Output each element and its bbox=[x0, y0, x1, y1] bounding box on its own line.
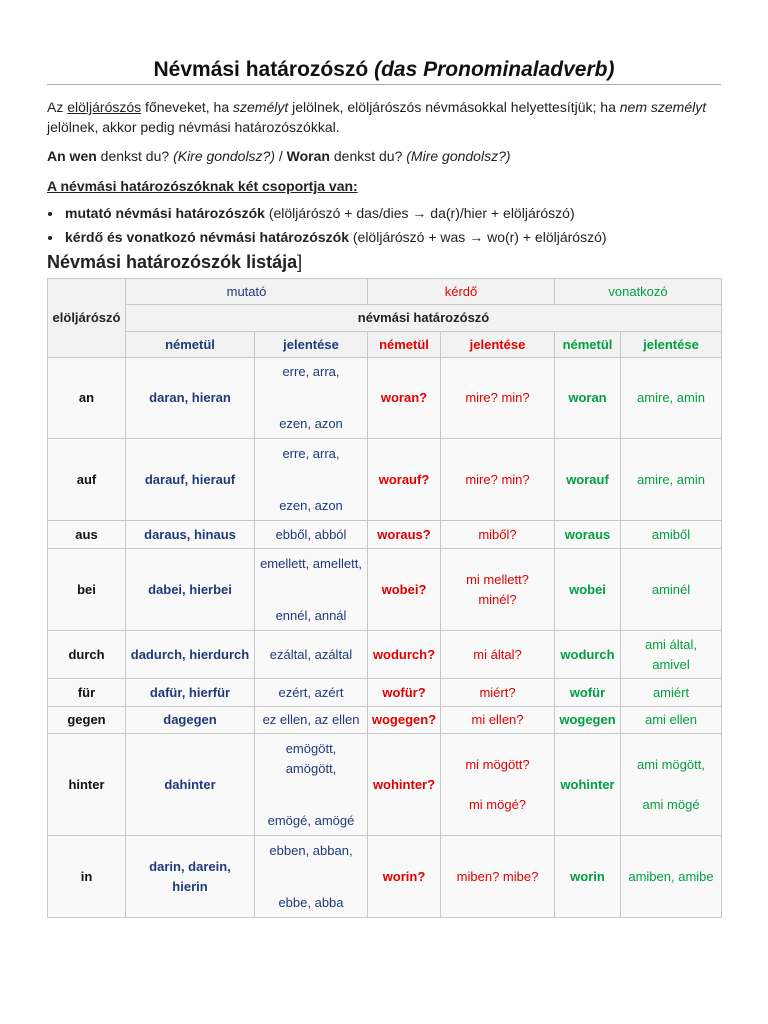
cell-prep: in bbox=[48, 836, 126, 918]
cell-vonatkozo-meaning: ami mögött, ami mögé bbox=[621, 734, 722, 836]
cell-kerdo: wobei? bbox=[368, 549, 441, 631]
cell-mutato: dafür, hierfür bbox=[126, 679, 255, 707]
cell-kerdo: woraus? bbox=[368, 521, 441, 549]
cell-mutato: darauf, hierauf bbox=[126, 439, 255, 521]
groups-heading: A névmási határozószóknak két csoportja van: bbox=[47, 178, 358, 194]
cell-kerdo-meaning: mire? min? bbox=[441, 358, 555, 439]
header-subheader: névmási határozószó bbox=[126, 305, 722, 332]
cell-mutato-meaning: erre, arra, ezen, azon bbox=[255, 358, 368, 439]
table-row bbox=[48, 836, 722, 918]
cell-vonatkozo: wodurch bbox=[555, 631, 621, 679]
cell-mutato-meaning: erre, arra, ezen, azon bbox=[255, 439, 368, 521]
header-jelentese: jelentése bbox=[255, 332, 368, 358]
cell-vonatkozo-meaning: ami által, amivel bbox=[621, 631, 722, 679]
cell-prep: hinter bbox=[48, 734, 126, 836]
cell-mutato: dadurch, hierdurch bbox=[126, 631, 255, 679]
cell-mutato-meaning: ezért, azért bbox=[255, 679, 368, 707]
cell-mutato: dabei, hierbei bbox=[126, 549, 255, 631]
cell-vonatkozo: worauf bbox=[555, 439, 621, 521]
header-nemetul: németül bbox=[555, 332, 621, 358]
cell-kerdo-meaning: mi mellett? minél? bbox=[441, 549, 555, 631]
cell-kerdo-meaning: miből? bbox=[441, 521, 555, 549]
cell-vonatkozo: wobei bbox=[555, 549, 621, 631]
cell-prep: aus bbox=[48, 521, 126, 549]
cell-vonatkozo: worin bbox=[555, 836, 621, 918]
header-prep: elöljárószó bbox=[48, 279, 126, 358]
cell-vonatkozo: woran bbox=[555, 358, 621, 439]
cell-kerdo-meaning: mi ellen? bbox=[441, 707, 555, 734]
cell-mutato-meaning: emellett, amellett, ennél, annál bbox=[255, 549, 368, 631]
cell-mutato: dagegen bbox=[126, 707, 255, 734]
cell-kerdo-meaning: miért? bbox=[441, 679, 555, 707]
cell-prep: bei bbox=[48, 549, 126, 631]
header-vonatkozo: vonatkozó bbox=[555, 279, 722, 305]
cell-prep: auf bbox=[48, 439, 126, 521]
cell-vonatkozo-meaning: amire, amin bbox=[621, 439, 722, 521]
cell-kerdo: wofür? bbox=[368, 679, 441, 707]
cell-kerdo: wohinter? bbox=[368, 734, 441, 836]
cell-mutato: daran, hieran bbox=[126, 358, 255, 439]
cell-kerdo: wogegen? bbox=[368, 707, 441, 734]
cell-mutato-meaning: ez ellen, az ellen bbox=[255, 707, 368, 734]
cell-mutato-meaning: ebből, abból bbox=[255, 521, 368, 549]
cell-mutato: daraus, hinaus bbox=[126, 521, 255, 549]
intro-paragraph: Az elöljárószós főneveket, ha személyt jelölnek, elöljárószós névmásokkal helyettesítjük; ha nem személyt jelölnek, akkor pedig névmási határozószókkal. bbox=[47, 99, 707, 135]
header-nemetul: németül bbox=[368, 332, 441, 358]
list-title: Névmási határozószók listája] bbox=[47, 252, 303, 272]
cell-vonatkozo: wohinter bbox=[555, 734, 621, 836]
cell-mutato-meaning: emögött, amögött, emögé, amögé bbox=[255, 734, 368, 836]
pronominal-adverb-table bbox=[47, 278, 722, 918]
table-row bbox=[48, 707, 722, 734]
title-divider bbox=[47, 84, 721, 85]
header-jelentese: jelentése bbox=[441, 332, 555, 358]
cell-vonatkozo-meaning: ami ellen bbox=[621, 707, 722, 734]
list-item: • kérdő és vonatkozó névmási határozószók (elöljárószó + was → wo(r) + elöljárószó) bbox=[63, 225, 721, 249]
table-row bbox=[48, 521, 722, 549]
cell-vonatkozo-meaning: amiből bbox=[621, 521, 722, 549]
link-eloljaroszos[interactable]: elöljárószós bbox=[67, 99, 142, 115]
cell-kerdo: worauf? bbox=[368, 439, 441, 521]
table-row bbox=[48, 734, 722, 836]
header-jelentese: jelentése bbox=[621, 332, 722, 358]
cell-mutato-meaning: ezáltal, azáltal bbox=[255, 631, 368, 679]
table-row bbox=[48, 358, 722, 439]
cell-vonatkozo-meaning: amiben, amibe bbox=[621, 836, 722, 918]
cell-mutato: dahinter bbox=[126, 734, 255, 836]
header-mutato: mutató bbox=[126, 279, 368, 305]
cell-kerdo: woran? bbox=[368, 358, 441, 439]
cell-prep: gegen bbox=[48, 707, 126, 734]
cell-vonatkozo-meaning: amire, amin bbox=[621, 358, 722, 439]
header-kerdo: kérdő bbox=[368, 279, 555, 305]
cell-prep: für bbox=[48, 679, 126, 707]
cell-kerdo: wodurch? bbox=[368, 631, 441, 679]
header-nemetul: németül bbox=[126, 332, 255, 358]
cell-kerdo-meaning: miben? mibe? bbox=[441, 836, 555, 918]
cell-kerdo-meaning: mi által? bbox=[441, 631, 555, 679]
cell-vonatkozo: wogegen bbox=[555, 707, 621, 734]
cell-mutato-meaning: ebben, abban, ebbe, abba bbox=[255, 836, 368, 918]
cell-kerdo-meaning: mire? min? bbox=[441, 439, 555, 521]
cell-vonatkozo-meaning: aminél bbox=[621, 549, 722, 631]
cell-vonatkozo: woraus bbox=[555, 521, 621, 549]
cell-vonatkozo-meaning: amiért bbox=[621, 679, 722, 707]
cell-vonatkozo: wofür bbox=[555, 679, 621, 707]
page-title-german: (das Pronominaladverb) bbox=[374, 58, 615, 81]
example-sentence: An wen denkst du? (Kire gondolsz?) / Woran denkst du? (Mire gondolsz?) bbox=[47, 148, 511, 164]
table-row bbox=[48, 549, 722, 631]
table-row bbox=[48, 679, 722, 707]
cell-kerdo-meaning: mi mögött? mi mögé? bbox=[441, 734, 555, 836]
list-item: • mutató névmási határozószók (elöljárószó + das/dies → da(r)/hier + elöljárószó) bbox=[63, 201, 721, 225]
table-row bbox=[48, 631, 722, 679]
groups-list bbox=[47, 201, 721, 249]
table-row bbox=[48, 439, 722, 521]
page-title: Névmási határozószó (das Pronominaladverb) bbox=[153, 58, 615, 81]
cell-mutato: darin, darein, hierin bbox=[126, 836, 255, 918]
cell-kerdo: worin? bbox=[368, 836, 441, 918]
cell-prep: an bbox=[48, 358, 126, 439]
cell-prep: durch bbox=[48, 631, 126, 679]
